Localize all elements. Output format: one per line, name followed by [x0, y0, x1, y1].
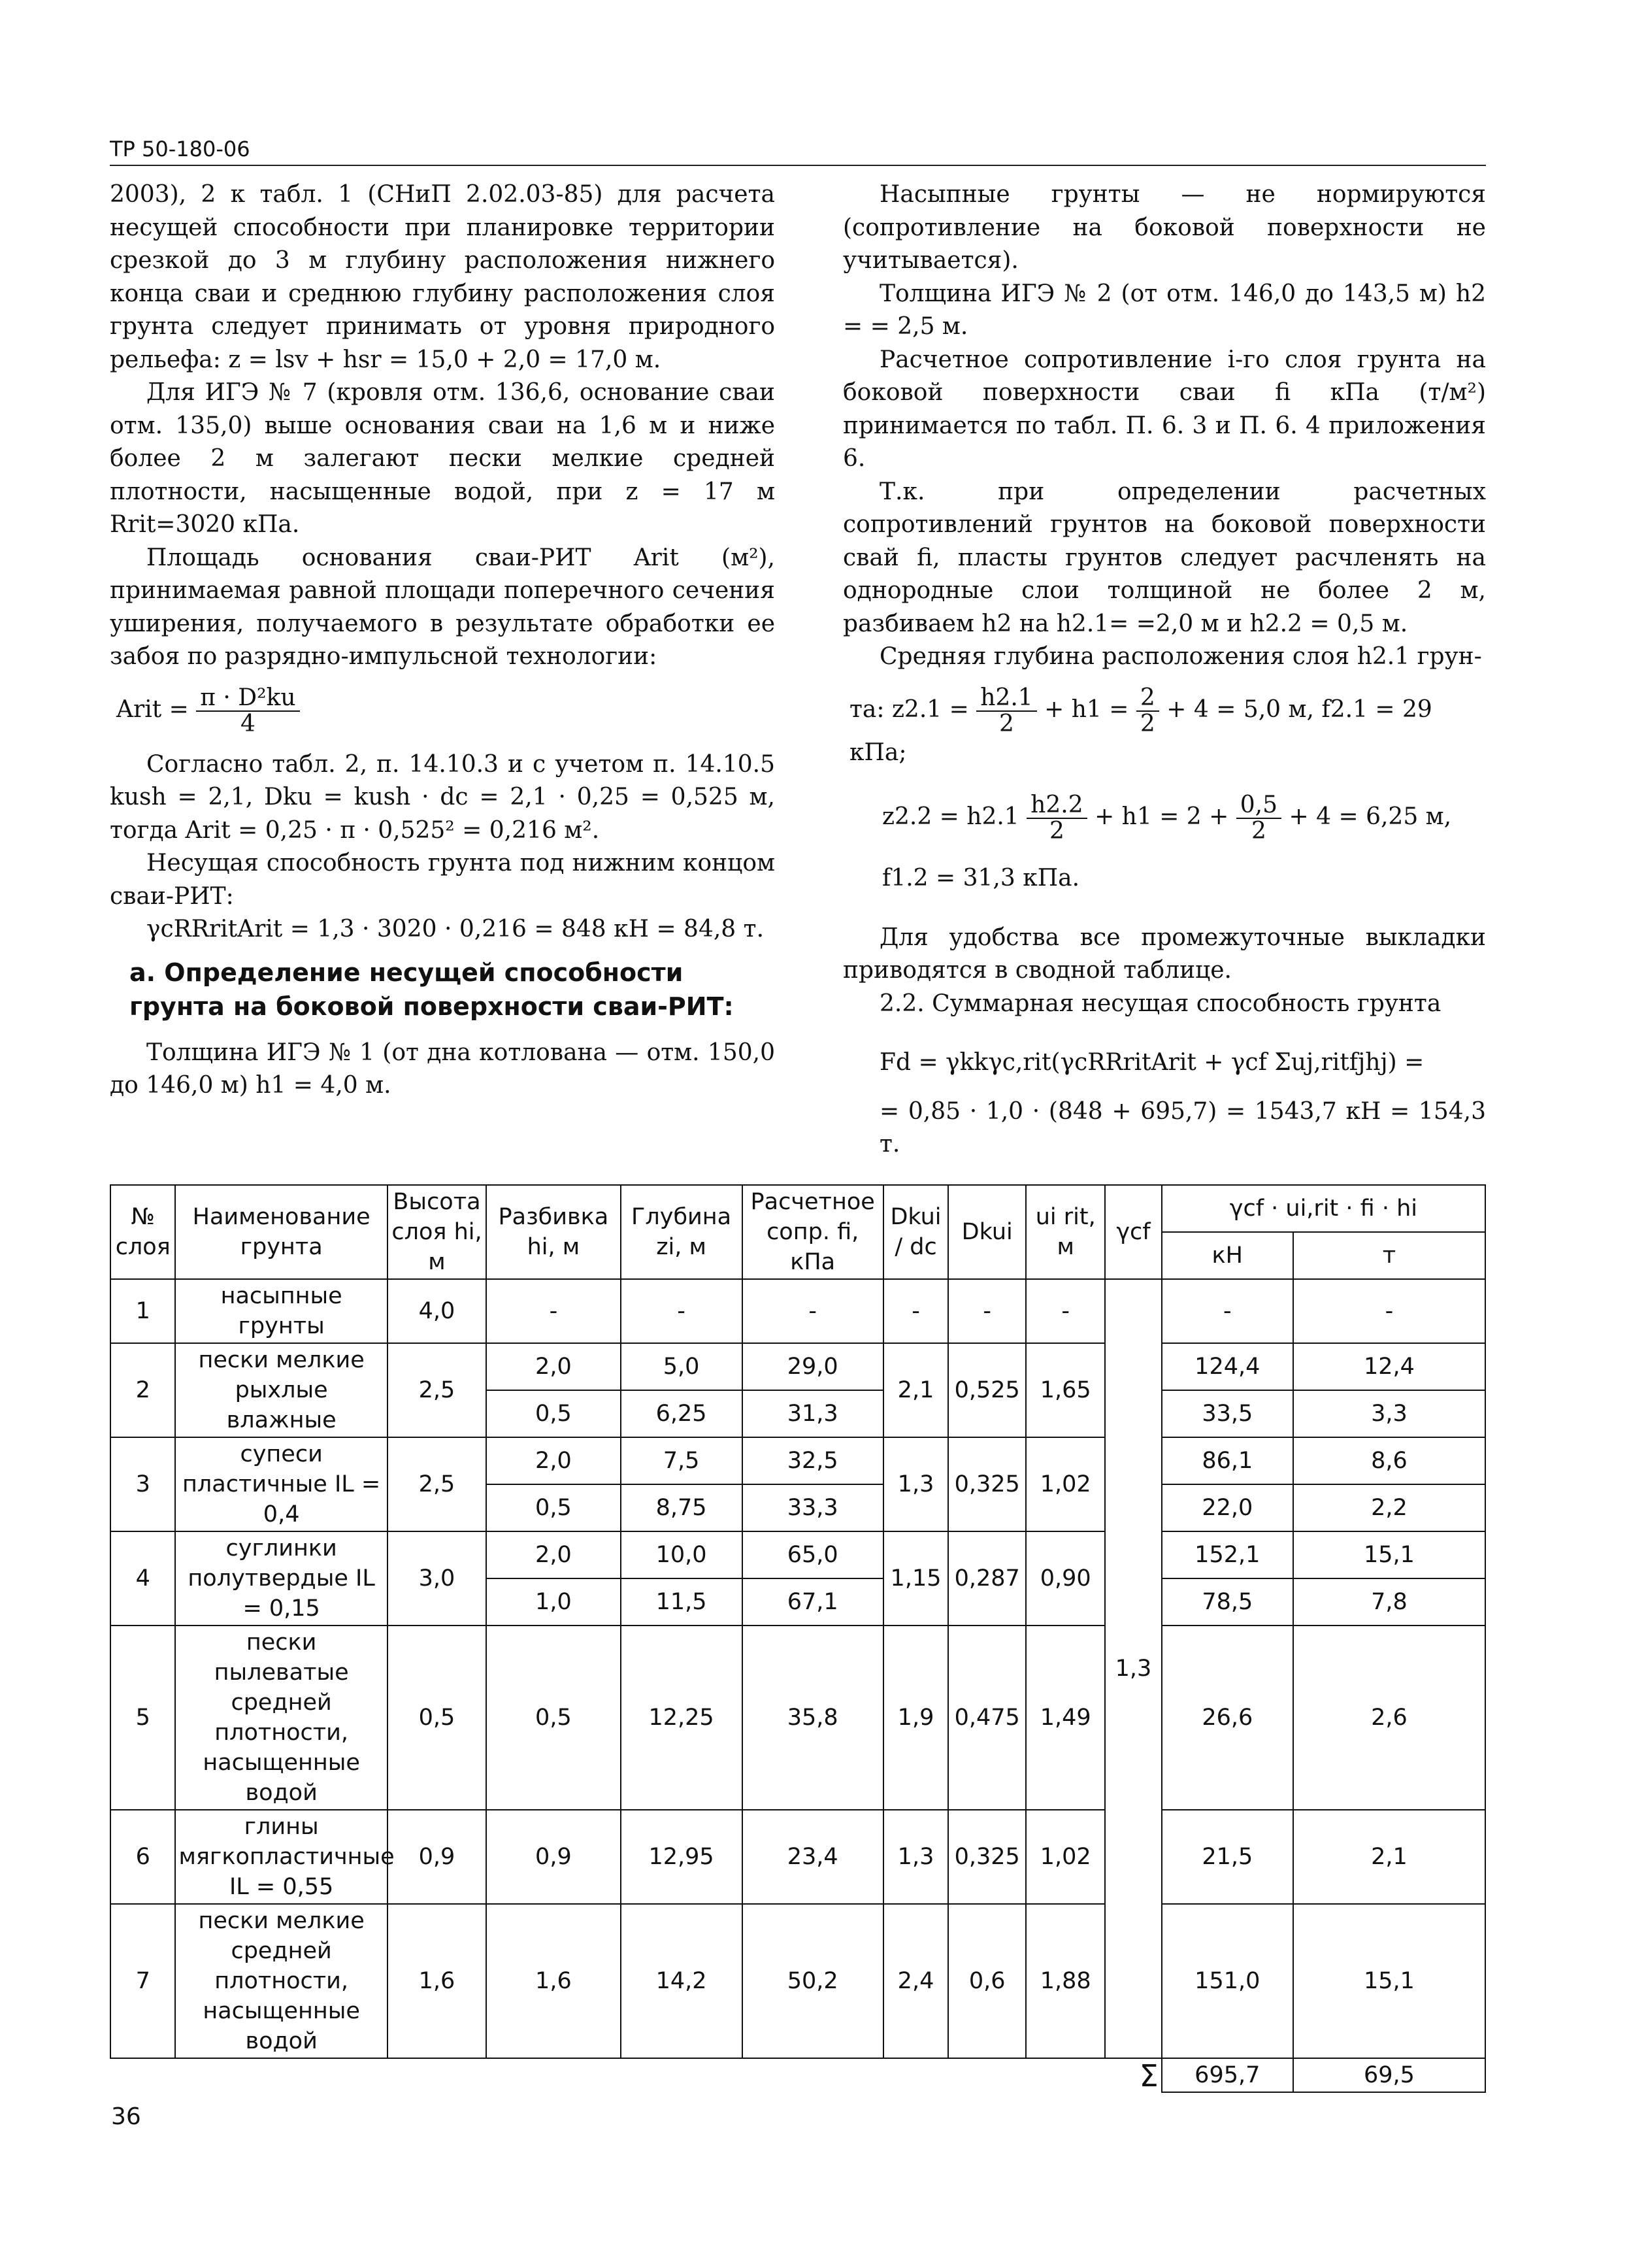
- soil-name: пески мелкие средней плотности, насыщенные водой: [175, 1904, 387, 2058]
- denominator: 2: [999, 710, 1014, 737]
- split-value: 0,5: [486, 1484, 620, 1531]
- header-cell: Наименование грунта: [175, 1185, 387, 1279]
- soil-capacity-table: [110, 1184, 1486, 2093]
- soil-name: пески мелкие рыхлые влажные: [175, 1343, 387, 1437]
- dkui-value: 0,525: [948, 1343, 1026, 1437]
- paragraph: Т.к. при определении расчетных сопротивлений грунтов на боковой поверхности свай fi, пласты грунтов следует расчленять на однородные слои толщиной не более 2 м, разбиваем h2 на h2.1= =2,0 м и h2.2 = 0,5 м.: [843, 478, 1486, 637]
- table-row: [110, 1531, 1485, 1578]
- depth-value: 7,5: [621, 1437, 742, 1484]
- force-t: 2,2: [1293, 1484, 1485, 1531]
- formula-part: + h1 = 2 +: [1095, 803, 1229, 830]
- dkui-value: 0,325: [948, 1810, 1026, 1904]
- resistance-value: 50,2: [742, 1904, 883, 2058]
- force-kn: 86,1: [1162, 1437, 1293, 1484]
- paragraph: 2003), 2 к табл. 1 (СНиП 2.02.03-85) для расчета несущей способности при планировке территории срезкой до 3 м глубину расположения нижнего конца сваи и среднюю глубину расположения слоя грунта следует принимать от уровня природного рельефа: z = lsv + hsr = 15,0 + 2,0 = 17,0 м.: [110, 181, 775, 373]
- fraction: [196, 686, 299, 737]
- table-row: [110, 1437, 1485, 1484]
- layer-number: 4: [110, 1531, 175, 1626]
- sum-row: [110, 2058, 1485, 2092]
- layer-height: 1,6: [387, 1904, 486, 2058]
- sum-t: 69,5: [1293, 2058, 1485, 2092]
- split-value: 2,0: [486, 1531, 620, 1578]
- force-kn: 152,1: [1162, 1531, 1293, 1578]
- depth-value: 14,2: [621, 1904, 742, 2058]
- layer-height: 0,9: [387, 1810, 486, 1904]
- resistance-value: 35,8: [742, 1626, 883, 1810]
- force-t: 15,1: [1293, 1531, 1485, 1578]
- table-row: [110, 1626, 1485, 1810]
- soil-name: глины мягкопластичные IL = 0,55: [175, 1810, 387, 1904]
- header-cell: кН: [1162, 1232, 1293, 1279]
- resistance-value: 31,3: [742, 1390, 883, 1437]
- header-cell: Dkui / dc: [883, 1185, 948, 1279]
- table-row: [110, 1343, 1485, 1390]
- paragraph: Для удобства все промежуточные выкладки приводятся в сводной таблице.: [843, 924, 1486, 984]
- paragraph: Насыпные грунты — не нормируются (сопротивление на боковой поверхности не учитывается).: [843, 181, 1486, 274]
- force-kn: 33,5: [1162, 1390, 1293, 1437]
- depth-value: -: [621, 1279, 742, 1343]
- depth-formula-2: [843, 781, 1486, 856]
- force-kn: 124,4: [1162, 1343, 1293, 1390]
- formula-part: + 4 = 6,25 м,: [1289, 803, 1452, 830]
- paragraph: Для ИГЭ № 7 (кровля отм. 136,6, основание сваи отм. 135,0) выше основания сваи на 1,6 м и ниже более 2 м залегают пески мелкие средней плотности, насыщенные водой, при z = 17 м Rrit=3020 кПа.: [110, 379, 775, 538]
- blank-cell: [110, 2058, 1105, 2092]
- ratio-value: 2,1: [883, 1343, 948, 1437]
- split-value: 1,6: [486, 1904, 620, 2058]
- layer-height: 3,0: [387, 1531, 486, 1626]
- table-row: [110, 1810, 1485, 1904]
- depth-value: 8,75: [621, 1484, 742, 1531]
- depth-formula-1: [843, 674, 1486, 782]
- formula-line: = 0,85 · 1,0 · (848 + 695,7) = 1543,7 кН = 154,3 т.: [880, 1097, 1486, 1158]
- sum-symbol: Σ: [1139, 2058, 1159, 2093]
- paragraph: Средняя глубина расположения слоя h2.1 грун-: [880, 643, 1482, 670]
- soil-name: супеси пластичные IL = 0,4: [175, 1437, 387, 1531]
- resistance-value: 32,5: [742, 1437, 883, 1484]
- layer-number: 6: [110, 1810, 175, 1904]
- paragraph: Толщина ИГЭ № 2 (от отм. 146,0 до 143,5 м) h2 = = 2,5 м.: [843, 280, 1486, 340]
- depth-value: 12,95: [621, 1810, 742, 1904]
- denominator: 4: [240, 710, 255, 737]
- denominator: 2: [1251, 818, 1266, 844]
- formula-line: γcRRritArit = 1,3 · 3020 · 0,216 = 848 кН = 84,8 т.: [146, 916, 765, 942]
- numerator: 2: [1136, 686, 1159, 712]
- header-cell: γcf: [1105, 1185, 1161, 1279]
- formula-part: та: z2.1 =: [849, 695, 969, 723]
- dkui-value: 0,287: [948, 1531, 1026, 1626]
- header-cell: т: [1293, 1232, 1485, 1279]
- right-column: [843, 178, 1486, 1161]
- ratio-value: 1,15: [883, 1531, 948, 1626]
- sum-kn: 695,7: [1162, 2058, 1293, 2092]
- layer-number: 2: [110, 1343, 175, 1437]
- fraction: [1236, 793, 1281, 844]
- ratio-value: -: [883, 1279, 948, 1343]
- resistance-value: -: [742, 1279, 883, 1343]
- force-kn: 21,5: [1162, 1810, 1293, 1904]
- soil-name: насыпные грунты: [175, 1279, 387, 1343]
- left-column: [110, 178, 775, 1103]
- force-t: 3,3: [1293, 1390, 1485, 1437]
- page-number: 36: [111, 2103, 141, 2130]
- header-cell: ui rit, м: [1026, 1185, 1105, 1279]
- resistance-value: 23,4: [742, 1810, 883, 1904]
- split-value: 0,9: [486, 1810, 620, 1904]
- header-cell: № слоя: [110, 1185, 175, 1279]
- layer-height: 2,5: [387, 1343, 486, 1437]
- dkui-value: 0,6: [948, 1904, 1026, 2058]
- depth-value: 5,0: [621, 1343, 742, 1390]
- header-cell: Dkui: [948, 1185, 1026, 1279]
- force-kn: 78,5: [1162, 1578, 1293, 1626]
- paragraph: Площадь основания сваи-РИТ Arit (м²), принимаемая равной площади поперечного сечения уширения, получаемого в результате обработки ее забоя по разрядно-импульсной технологии:: [110, 544, 775, 670]
- section-heading: а. Определение несущей способности грунта на боковой поверхности сваи-РИТ:: [129, 958, 734, 1021]
- header-cell: γcf · ui,rit · fi · hi: [1162, 1185, 1485, 1232]
- table-row: [110, 1904, 1485, 2058]
- layer-height: 2,5: [387, 1437, 486, 1531]
- formula-line: Fd = γkkγc,rit(γcRRritArit + γcf Σuj,ritfjhj) =: [880, 1049, 1425, 1076]
- resistance-value: 29,0: [742, 1343, 883, 1390]
- split-value: 1,0: [486, 1578, 620, 1626]
- force-kn: 22,0: [1162, 1484, 1293, 1531]
- layer-number: 3: [110, 1437, 175, 1531]
- fraction: [1027, 793, 1087, 844]
- layer-number: 5: [110, 1626, 175, 1810]
- dkui-value: 0,325: [948, 1437, 1026, 1531]
- split-value: 0,5: [486, 1626, 620, 1810]
- force-kn: 151,0: [1162, 1904, 1293, 2058]
- split-value: 2,0: [486, 1437, 620, 1484]
- force-t: 7,8: [1293, 1578, 1485, 1626]
- formula-lhs: Arit =: [116, 695, 189, 723]
- soil-name: суглинки полутвердые IL = 0,15: [175, 1531, 387, 1626]
- numerator: h2.1: [976, 686, 1036, 712]
- depth-value: 11,5: [621, 1578, 742, 1626]
- ratio-value: 1,3: [883, 1810, 948, 1904]
- layer-number: 7: [110, 1904, 175, 2058]
- perimeter-value: -: [1026, 1279, 1105, 1343]
- fraction: [976, 686, 1036, 737]
- depth-value: 6,25: [621, 1390, 742, 1437]
- perimeter-value: 0,90: [1026, 1531, 1105, 1626]
- formula-part: + h1 =: [1044, 695, 1129, 723]
- paragraph: Толщина ИГЭ № 1 (от дна котлована — отм. 150,0 до 146,0 м) h1 = 4,0 м.: [110, 1039, 775, 1099]
- paragraph: Расчетное сопротивление i-го слоя грунта на боковой поверхности сваи fi кПа (т/м²) принимается по табл. П. 6. 3 и П. 6. 4 приложения 6.: [843, 346, 1486, 472]
- force-t: 2,6: [1293, 1626, 1485, 1810]
- split-value: 2,0: [486, 1343, 620, 1390]
- perimeter-value: 1,02: [1026, 1810, 1105, 1904]
- force-kn: -: [1162, 1279, 1293, 1343]
- ratio-value: 1,9: [883, 1626, 948, 1810]
- header-cell: Разбивка hi, м: [486, 1185, 620, 1279]
- depth-value: 10,0: [621, 1531, 742, 1578]
- force-t: 2,1: [1293, 1810, 1485, 1904]
- denominator: 2: [1049, 818, 1064, 844]
- numerator: h2.2: [1027, 793, 1087, 819]
- perimeter-value: 1,49: [1026, 1626, 1105, 1810]
- formula-line: f1.2 = 31,3 кПа.: [882, 865, 1080, 892]
- dkui-value: -: [948, 1279, 1026, 1343]
- force-t: 8,6: [1293, 1437, 1485, 1484]
- split-value: 0,5: [486, 1390, 620, 1437]
- paragraph: Согласно табл. 2, п. 14.10.3 и с учетом п. 14.10.5 kush = 2,1, Dku = kush · dc = 2,1 · 0,25 = 0,525 м, тогда Arit = 0,25 · π · 0,525² = 0,216 м².: [110, 750, 775, 844]
- depth-value: 12,25: [621, 1626, 742, 1810]
- ratio-value: 2,4: [883, 1904, 948, 2058]
- table-header-row: [110, 1185, 1485, 1232]
- denominator: 2: [1140, 710, 1155, 737]
- layer-number: 1: [110, 1279, 175, 1343]
- paragraph: 2.2. Суммарная несущая способность грунта: [880, 990, 1442, 1017]
- resistance-value: 65,0: [742, 1531, 883, 1578]
- running-header: [110, 133, 1486, 166]
- numerator: π · D²ku: [196, 686, 299, 712]
- header-cell: Расчетное сопр. fi, кПа: [742, 1185, 883, 1279]
- force-t: 15,1: [1293, 1904, 1485, 2058]
- ratio-value: 1,3: [883, 1437, 948, 1531]
- formula-part: z2.2 = h2.1: [882, 803, 1019, 830]
- gamma-cf-cell: 1,3: [1105, 1279, 1161, 2058]
- force-t: -: [1293, 1279, 1485, 1343]
- paragraph: Несущая способность грунта под нижним концом сваи-РИТ:: [110, 850, 775, 910]
- table-row: [110, 1279, 1485, 1343]
- header-cell: Высота слоя hi, м: [387, 1185, 486, 1279]
- perimeter-value: 1,02: [1026, 1437, 1105, 1531]
- layer-height: 0,5: [387, 1626, 486, 1810]
- layer-height: 4,0: [387, 1279, 486, 1343]
- soil-name: пески пылеватые средней плотности, насыщенные водой: [175, 1626, 387, 1810]
- perimeter-value: 1,65: [1026, 1343, 1105, 1437]
- split-value: -: [486, 1279, 620, 1343]
- resistance-value: 33,3: [742, 1484, 883, 1531]
- resistance-value: 67,1: [742, 1578, 883, 1626]
- numerator: 0,5: [1236, 793, 1281, 819]
- dkui-value: 0,475: [948, 1626, 1026, 1810]
- force-kn: 26,6: [1162, 1626, 1293, 1810]
- area-formula: [110, 674, 775, 748]
- document-code: ТР 50-180-06: [110, 137, 250, 161]
- fraction: [1136, 686, 1159, 737]
- force-t: 12,4: [1293, 1343, 1485, 1390]
- formula-part: + 4 = 5,0 м, f2.1 = 29 кПа;: [849, 695, 1432, 766]
- header-cell: Глубина zi, м: [621, 1185, 742, 1279]
- perimeter-value: 1,88: [1026, 1904, 1105, 2058]
